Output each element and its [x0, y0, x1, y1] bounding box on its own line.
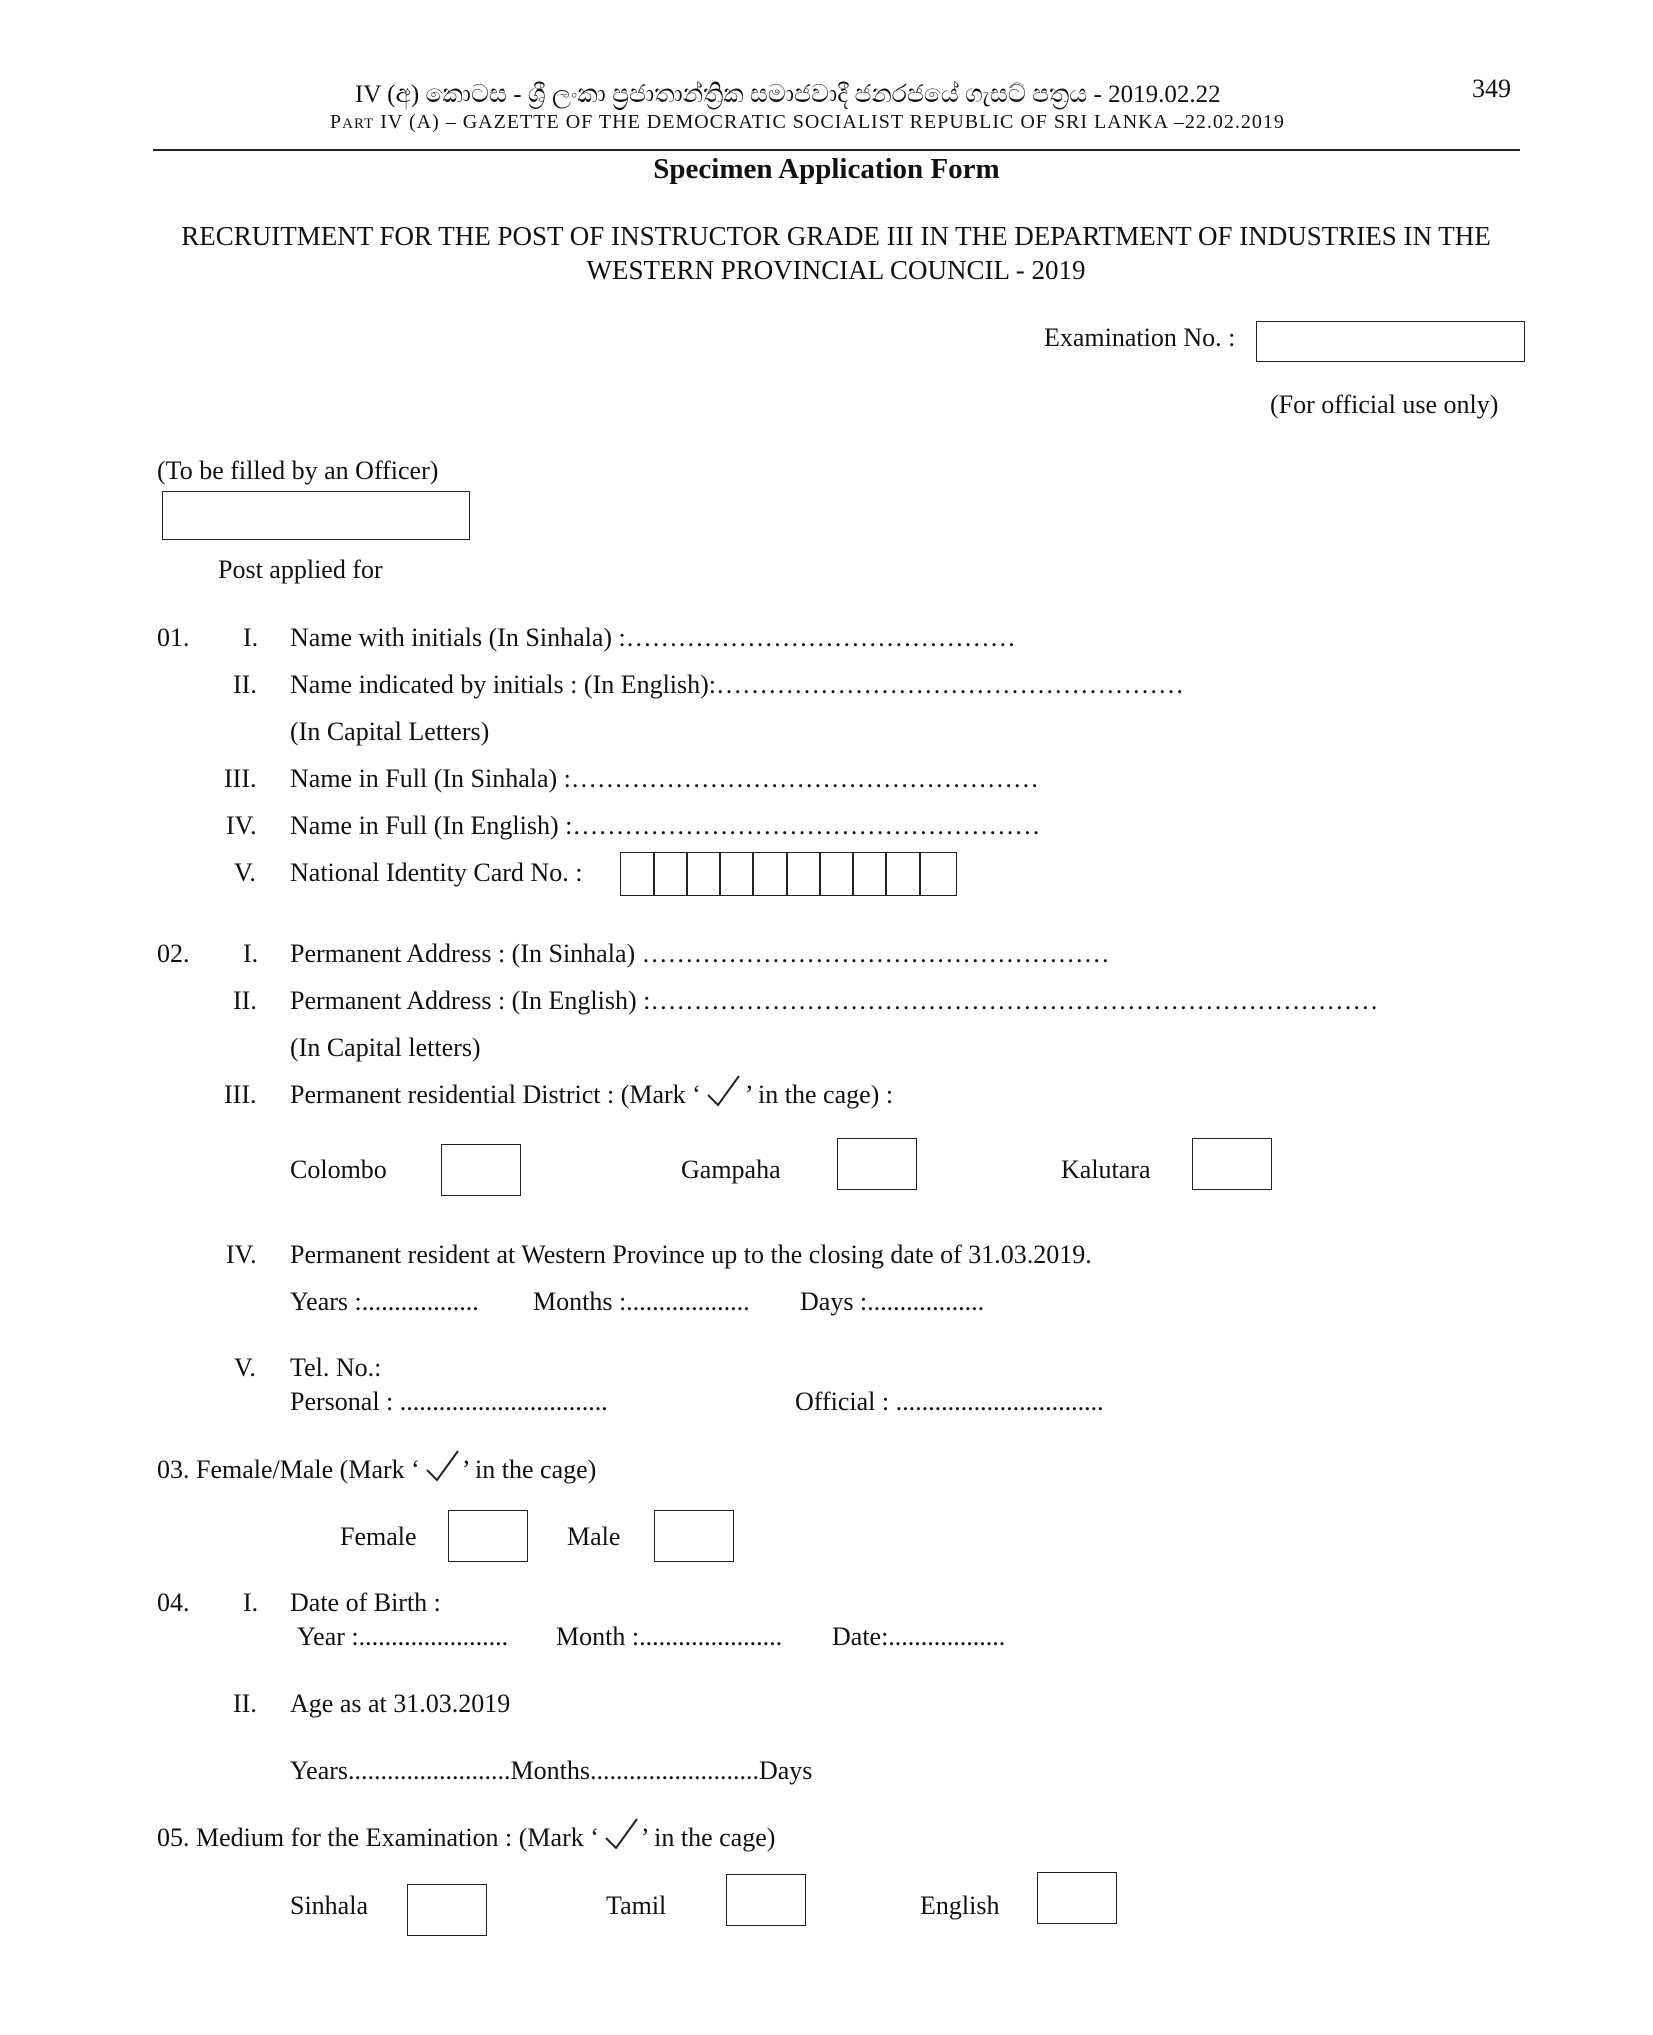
header-english-line [330, 112, 1285, 132]
s01-v-text: National Identity Card No. : [290, 858, 583, 887]
district-gampaha-label: Gampaha [681, 1155, 781, 1184]
medium-sinhala-checkbox[interactable] [407, 1884, 487, 1936]
exam-no-field[interactable] [1256, 321, 1525, 362]
district-gampaha-checkbox[interactable] [837, 1138, 917, 1190]
tick-mark-icon [705, 1073, 743, 1109]
s05-text [157, 1825, 775, 1852]
page-number: 349 [1472, 74, 1511, 103]
s02-v-num: V. [234, 1353, 256, 1382]
s02-iii-num: III. [224, 1080, 257, 1109]
tel-official: Official : ................................ [795, 1387, 1104, 1416]
s02-iii-text-a: Permanent residential District : (Mark ‘ [290, 1080, 701, 1109]
nic-cell-divider [686, 853, 688, 895]
s04-i-num: I. [243, 1588, 259, 1617]
s04-ii-num: II. [233, 1689, 257, 1718]
s02-ii-num: II. [233, 986, 257, 1015]
s01-i-text: Name with initials (In Sinhala) :……………………………………… [290, 623, 1016, 652]
medium-tamil-label: Tamil [606, 1891, 667, 1920]
nic-cell-divider [885, 853, 887, 895]
officer-field[interactable] [162, 491, 470, 540]
age-line: Years.........................Months..........................Days [290, 1756, 813, 1785]
s02-iii-text-b: ’ in the cage) : [744, 1080, 894, 1109]
page-title: Specimen Application Form [653, 153, 1000, 185]
nic-cell-divider [752, 853, 754, 895]
header-prefix-cap: P [330, 111, 343, 133]
officer-note: (To be filled by an Officer) [157, 456, 439, 485]
district-kalutara-label: Kalutara [1061, 1155, 1151, 1184]
dob-year: Year :....................... [297, 1622, 509, 1651]
s05-text-b: ’ in the cage) [640, 1823, 776, 1852]
medium-tamil-checkbox[interactable] [726, 1874, 806, 1926]
male-checkbox[interactable] [654, 1510, 734, 1562]
s01-iii-text: Name in Full (In Sinhala) :……………………………………………… [290, 764, 1039, 793]
district-colombo-checkbox[interactable] [441, 1144, 521, 1196]
s01-iv-num: IV. [226, 811, 257, 840]
medium-sinhala-label: Sinhala [290, 1891, 368, 1920]
nic-cell-divider [786, 853, 788, 895]
female-checkbox[interactable] [448, 1510, 528, 1562]
s01-v-num: V. [234, 858, 256, 887]
s02-iv-years: Years :.................. [290, 1287, 479, 1316]
s05-text-a: 05. Medium for the Examination : (Mark ‘ [157, 1823, 599, 1852]
s04-ii-text: Age as at 31.03.2019 [290, 1689, 511, 1718]
s01-ii-text: Name indicated by initials : (In English):……………………………………………… [290, 670, 1185, 699]
s03-text-b: ’ in the cage) [461, 1455, 597, 1484]
nic-cell-divider [852, 853, 854, 895]
exam-no-label: Examination No. : [1044, 323, 1236, 352]
s02-number: 02. [157, 939, 190, 968]
district-kalutara-checkbox[interactable] [1192, 1138, 1272, 1190]
post-applied-label: Post applied for [218, 555, 383, 584]
s02-v-text: Tel. No.: [290, 1353, 382, 1382]
nic-input[interactable] [620, 852, 957, 896]
s01-ii-sub: (In Capital Letters) [290, 717, 490, 746]
district-colombo-label: Colombo [290, 1155, 387, 1184]
s03-text-a: 03. Female/Male (Mark ‘ [157, 1455, 420, 1484]
s02-iv-text: Permanent resident at Western Province up to the closing date of 31.03.2019. [290, 1240, 1092, 1269]
nic-cell-divider [719, 853, 721, 895]
nic-cell-divider [819, 853, 821, 895]
medium-english-checkbox[interactable] [1037, 1872, 1117, 1924]
s01-iii-num: III. [224, 764, 257, 793]
medium-english-label: English [920, 1891, 1000, 1920]
female-label: Female [340, 1522, 417, 1551]
header-prefix-small: ART [342, 116, 375, 132]
s02-iv-num: IV. [226, 1240, 257, 1269]
s02-iv-days: Days :.................. [800, 1287, 985, 1316]
s03-text [157, 1457, 596, 1484]
s02-iv-months: Months :................... [533, 1287, 750, 1316]
tick-mark-icon [424, 1448, 462, 1484]
tick-mark-icon [603, 1816, 641, 1852]
s02-ii-sub: (In Capital letters) [290, 1033, 481, 1062]
male-label: Male [567, 1522, 621, 1551]
header-english-rest: IV (A) – GAZETTE OF THE DEMOCRATIC SOCIALIST REPUBLIC OF SRI LANKA –22.02.2019 [374, 111, 1285, 133]
header-sinhala-line: IV (අ) කොටස - ශ්‍රී ලංකා ප්‍රජාතාන්ත්‍රික සමාජවාදී ජනරජයේ ගැසට් පත්‍රය - 2019.02.22 [355, 81, 1221, 108]
s02-ii-text: Permanent Address : (In English) :………………………………………………………………………… [290, 986, 1379, 1015]
s02-iii-text [290, 1082, 893, 1109]
s02-i-num: I. [243, 939, 259, 968]
s04-number: 04. [157, 1588, 190, 1617]
tel-personal: Personal : ................................ [290, 1387, 608, 1416]
heading-line-1: RECRUITMENT FOR THE POST OF INSTRUCTOR GRADE III IN THE DEPARTMENT OF INDUSTRIES IN THE [181, 221, 1491, 251]
header-rule [153, 149, 1520, 151]
s01-number: 01. [157, 623, 190, 652]
dob-date: Date:.................. [832, 1622, 1006, 1651]
s01-iv-text: Name in Full (In English) :……………………………………………… [290, 811, 1041, 840]
s01-ii-num: II. [233, 670, 257, 699]
nic-cell-divider [653, 853, 655, 895]
heading-line-2: WESTERN PROVINCIAL COUNCIL - 2019 [586, 255, 1086, 285]
dob-month: Month :...................... [556, 1622, 783, 1651]
official-use-note: (For official use only) [1270, 390, 1499, 419]
s02-i-text: Permanent Address : (In Sinhala) ……………………………………………… [290, 939, 1110, 968]
s04-i-text: Date of Birth : [290, 1588, 441, 1617]
nic-cell-divider [919, 853, 921, 895]
s01-i-num: I. [243, 623, 259, 652]
